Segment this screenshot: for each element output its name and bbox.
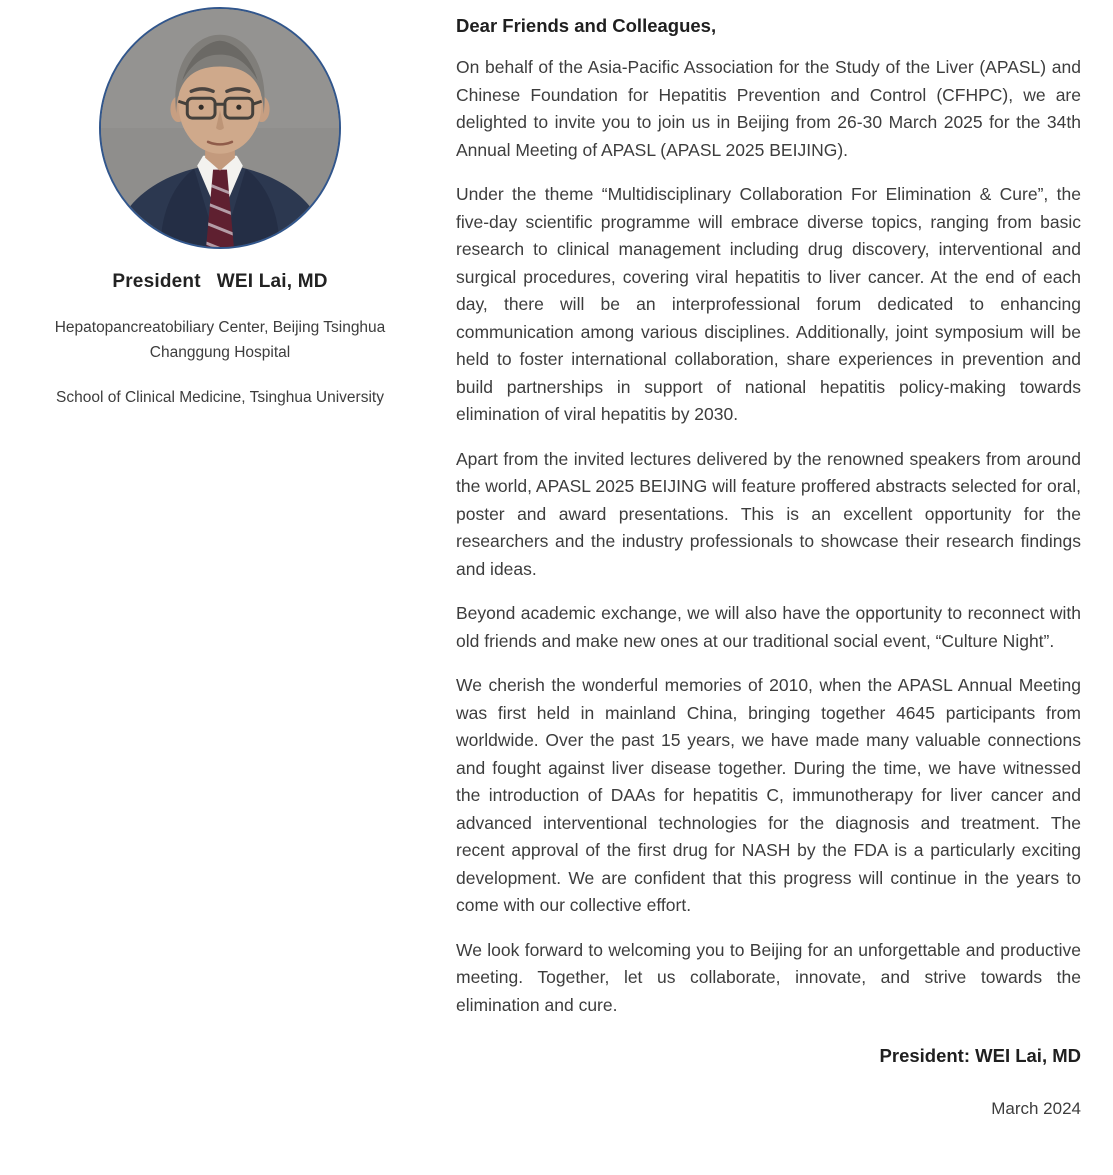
welcome-letter-body — [440, 5, 1113, 1133]
letter-greeting: Dear Friends and Colleagues, — [456, 15, 717, 36]
letter-paragraph-closing: We look forward to welcoming you to Beijing for an unforgettable and productive meeting. Together, let us collaborate, innovate, and strive towards the elimination and cure. — [456, 939, 1081, 1015]
letter-paragraph-theme: Under the theme “Multidisciplinary Collaboration For Elimination & Cure”, the five-day scientific programme will embrace diverse topics, ranging from basic research to clinical management including drug discovery, interventional and surgical procedures, covering viral hepatitis to liver cancer. At the end of each day, there will be an interprofessional forum dedicated to enhancing communication among various disciplines. Additionally, joint symposium will be held to foster international collaboration, share experiences in prevention and build partnerships in support of national hepatitis policy-making towards elimination of viral hepatitis by 2030. — [456, 184, 1081, 424]
president-profile-column — [0, 5, 440, 1133]
president-role-label: President — [112, 271, 201, 292]
president-portrait — [99, 7, 341, 249]
letter-signature: President: WEI Lai, MD — [879, 1045, 1081, 1066]
letter-paragraph-invitation: On behalf of the Asia-Pacific Association for the Study of the Liver (APASL) and Chinese Foundation for Hepatitis Prevention and Control (CFHPC), we are delighted to invite you to join us in Beijing from 26-30 March 2025 for the 34th Annual Meeting of APASL (APASL 2025 BEIJING). — [456, 57, 1081, 160]
letter-paragraph-social: Beyond academic exchange, we will also have the opportunity to reconnect with old friends and make new ones at our traditional social event, “Culture Night”. — [456, 603, 1081, 651]
president-name-label: WEI Lai, MD — [216, 271, 328, 292]
portrait-illustration — [101, 9, 339, 247]
letter-paragraph-abstracts: Apart from the invited lectures delivered by the renowned speakers from around the world, APASL 2025 BEIJING will feature proffered abstracts selected for oral, poster and award presentations. This is an excellent opportunity for the researchers and the industry professionals to showcase their research findings and ideas. — [456, 448, 1081, 579]
letter-date: March 2024 — [991, 1099, 1081, 1118]
affiliation-hospital: Hepatopancreatobiliary Center, Beijing Tsinghua Changgung Hospital — [54, 319, 386, 361]
affiliation-university: School of Clinical Medicine, Tsinghua University — [56, 389, 384, 406]
president-name-caption — [0, 271, 440, 293]
letter-paragraph-memories: We cherish the wonderful memories of 2010, when the APASL Annual Meeting was first held in mainland China, bringing together 4645 participants from worldwide. Over the past 15 years, we have made many valuable connections and fought against liver disease together. During the time, we have witnessed the introduction of DAAs for hepatitis C, immunotherapy for liver cancer and advanced interventional technologies for the diagnosis and treatment. The recent approval of the first drug for NASH by the FDA is a particularly exciting development. We are confident that this progress will continue in the years to come with our collective effort. — [456, 675, 1081, 915]
